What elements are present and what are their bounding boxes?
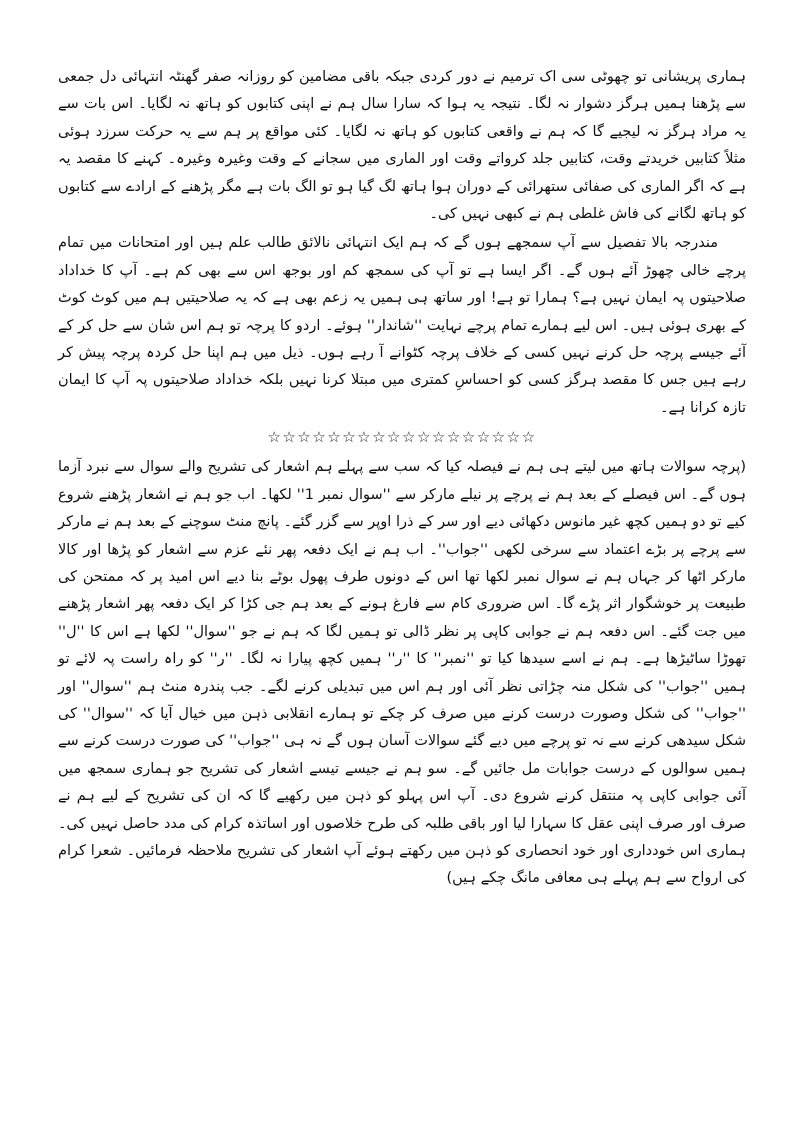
paragraph-explanation: مندرجہ بالا تفصیل سے آپ سمجھے ہوں گے کہ ہم ایک انتہائی نالائق طالب علم ہیں اور امتحانات میں تمام پرچے خالی چھوڑ آئے ہوں گے۔ اگر ایسا ہے تو آپ کی سمجھ کم اور بوجھ اس سے بھی کم ہے۔ آپ کا خداداد صلاحیتوں پہ ایمان نہیں ہے؟ ہمارا تو ہے! اور ساتھ ہی ہمیں یہ زعم بھی ہے کہ یہ صلاحیتیں ہم میں کوٹ کوٹ کے بھری ہوئی ہیں۔ اس لیے ہمارے تمام پرچے نہایت ''شاندار'' ہوئے۔ اردو کا پرچہ تو ہم اس شان سے حل کر کے آئے جیسے پرچہ حل کرنے نہیں کسی کے خلاف پرچہ کٹوانے آ رہے ہوں۔ ذیل میں ہم اپنا حل کردہ پرچہ پیش کر رہے ہیں جس کا مقصد ہرگز کسی کو احساسِ کمتری میں مبتلا کرنا نہیں بلکہ خداداد صلاحیتوں پہ آپ کا ایمان تازہ کرانا ہے۔ xyxy=(58,235,746,416)
paragraph-exam-story: (پرچہ سوالات ہاتھ میں لیتے ہی ہم نے فیصلہ کیا کہ سب سے پہلے ہم اشعار کی تشریح والے سوال سے نبرد آزما ہوں گے۔ اس فیصلے کے بعد ہم نے پرچے پر نیلے مارکر سے ''سوال نمبر 1'' لکھا۔ اب جو ہم نے اشعار پڑھنے شروع کیے تو دو ہمیں کچھ غیر مانوس دکھائی دیے اور سر کے ذرا اوپر سے گزر گئے۔ پانچ منٹ سوچنے کے بعد ہم نے مارکر سے پرچے پر بڑے اعتماد سے سرخی لکھی ''جواب''۔ اب ہم نے ایک دفعہ پھر نئے عزم سے اشعار کو پڑھا اور کالا مارکر اٹھا کر جہاں ہم نے سوال نمبر لکھا تھا اس کے دونوں طرف پھول بوٹے بنا دیے اس امید پر کہ ممتحن کی طبیعت پر خوشگوار اثر پڑے گا۔ اس ضروری کام سے فارغ ہونے کے بعد ہم جی کڑا کر ایک دفعہ پھر اشعار پڑھنے میں جت گئے۔ اس دفعہ ہم نے جوابی کاپی پر نظر ڈالی تو ہمیں لگا کہ ہم نے جو ''سوال'' لکھا ہے اس کا ''ل'' تھوڑا ساٹیڑھا ہے۔ ہم نے اسے سیدھا کیا تو ''نمبر'' کا ''ر'' ہمیں کچھ پیارا نہ لگا۔ ''ر'' کو راہ راست پہ لائے تو ہمیں ''جواب'' کی شکل منہ چڑاتی نظر آئی اور ہم اس میں تبدیلی کرنے لگے۔ جب پندرہ منٹ ہم ''سوال'' اور ''جواب'' کی شکل وصورت درست کرنے میں صرف کر چکے تو ہمارے انقلابی ذہن میں خیال آیا کہ ''سوال'' کی شکل سیدھی کرنے سے نہ تو پرچے میں دیے گئے سوالات آسان ہوں گے نہ ہی ''جواب'' کی صورت درست کرنے سے ہمیں سوالوں کے درست جوابات مل جائیں گے۔ سو ہم نے جیسے تیسے اشعار کی تشریح جو ہماری سمجھ میں آئی جوابی کاپی پہ منتقل کرنے شروع دی۔ آپ اس پہلو کو ذہن میں رکھیے گا کہ ان کی تشریح کے لیے ہم نے صرف اور صرف اپنی عقل کا سہارا لیا اور باقی طلبہ کی طرح خلاصوں اور اساتذہ کرام کی مدد حاصل نہیں کی۔ ہماری اس خودداری اور خود انحصاری کو ذہن میں رکھتے ہوئے آپ اشعار کی تشریح ملاحظہ فرمائیں۔ شعرا کرام کی ارواح سے ہم پہلے ہی معافی مانگ چکے ہیں) xyxy=(58,459,746,887)
paragraph-intro: ہماری پریشانی تو چھوٹی سی اک ترمیم نے دور کردی جبکہ باقی مضامین کو روزانہ صفر گھنٹہ انتہائی دل جمعی سے پڑھنا ہمیں ہرگز دشوار نہ لگا۔ نتیجہ یہ ہوا کہ سارا سال ہم نے اپنی کتابوں کو ہاتھ نہ لگایا۔ اس بات سے یہ مراد ہرگز نہ لیجیے گا کہ ہم نے واقعی کتابوں کو ہاتھ نہ لگایا۔ کئی مواقع پر ہم سے یہ حرکت سرزد ہوئی مثلاً کتابیں خریدتے وقت، کتابیں جلد کرواتے وقت اور الماری میں سجانے کے وقت وغیرہ وغیرہ۔ کہنے کا مقصد یہ ہے کہ اگر الماری کی صفائی ستھرائی کے دوران ہوا ہاتھ لگ گیا ہو تو الگ بات ہے مگر پڑھنے کے ارادے سے کتابوں کو ہاتھ لگانے کی فاش غلطی ہم نے کبھی نہیں کی۔ xyxy=(58,69,746,223)
document-page xyxy=(58,64,746,893)
star-separator: ☆☆☆☆☆☆☆☆☆☆☆☆☆☆☆☆☆☆ xyxy=(267,428,537,447)
